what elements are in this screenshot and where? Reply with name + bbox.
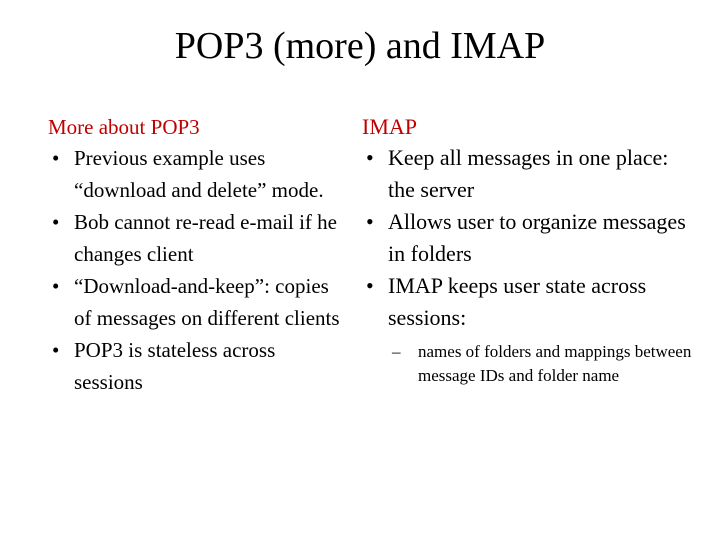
imap-sub-bullet-list [388, 340, 692, 388]
imap-bullet-list [362, 142, 692, 388]
list-item [362, 270, 692, 388]
list-item [48, 206, 348, 270]
dash-icon: – [392, 342, 401, 361]
bullet-icon: • [52, 146, 60, 170]
list-item [48, 142, 348, 206]
sub-list-item [388, 340, 692, 388]
right-column [362, 112, 692, 388]
left-column [48, 112, 348, 398]
list-item-text: POP3 is stateless across sessions [74, 338, 276, 394]
list-item-text: Bob cannot re-read e-mail if he changes client [74, 210, 337, 266]
list-item [362, 206, 692, 270]
bullet-icon: • [52, 338, 60, 362]
list-item [48, 334, 348, 398]
imap-heading: IMAP [362, 114, 418, 139]
list-item [48, 270, 348, 334]
list-item-text: Previous example uses “download and delete” mode. [74, 146, 324, 202]
pop3-bullet-list [48, 142, 348, 398]
slide-title: POP3 (more) and IMAP [174, 25, 546, 67]
pop3-heading: More about POP3 [48, 115, 200, 139]
bullet-icon: • [366, 273, 374, 298]
sub-list-item-text: names of folders and mappings between message IDs and folder name [418, 342, 692, 385]
bullet-icon: • [366, 145, 374, 170]
list-item-text: Allows user to organize messages in folders [388, 209, 686, 266]
list-item [362, 142, 692, 206]
list-item-text: IMAP keeps user state across sessions: [388, 273, 647, 330]
list-item-text: “Download-and-keep”: copies of messages on different clients [74, 274, 340, 330]
list-item-text: Keep all messages in one place: the server [388, 145, 669, 202]
bullet-icon: • [366, 209, 374, 234]
bullet-icon: • [52, 210, 60, 234]
bullet-icon: • [52, 274, 60, 298]
